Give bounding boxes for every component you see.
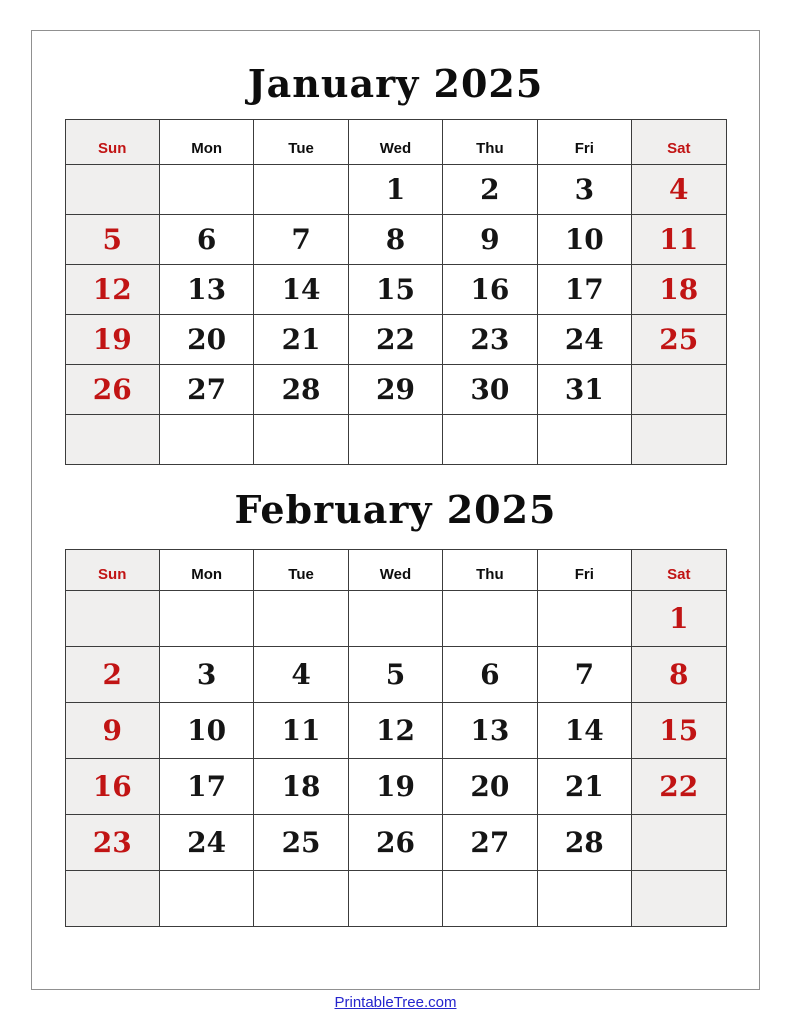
day-cell: 18 [632, 265, 726, 315]
day-cell: 1 [632, 591, 726, 647]
february-month-title: February 2025 [234, 487, 557, 532]
day-cell: 9 [65, 703, 159, 759]
day-cell: 29 [348, 365, 442, 415]
february-calendar-section [32, 487, 759, 927]
day-cell: 6 [159, 215, 253, 265]
empty-day-cell [254, 165, 348, 215]
weekday-header: Sun [65, 550, 159, 591]
day-cell: 23 [65, 815, 159, 871]
weekday-header: Sat [632, 550, 726, 591]
day-cell: 30 [443, 365, 537, 415]
february-calendar-grid [32, 549, 759, 927]
day-cell: 25 [254, 815, 348, 871]
day-cell: 5 [348, 647, 442, 703]
week-row [65, 165, 726, 215]
day-cell: 27 [443, 815, 537, 871]
empty-day-cell [632, 365, 726, 415]
footer [0, 994, 791, 1012]
day-cell: 20 [159, 315, 253, 365]
day-cell: 10 [537, 215, 631, 265]
day-cell: 11 [632, 215, 726, 265]
day-cell: 21 [254, 315, 348, 365]
day-cell: 12 [65, 265, 159, 315]
day-cell: 31 [537, 365, 631, 415]
day-cell: 2 [443, 165, 537, 215]
empty-day-cell [537, 591, 631, 647]
day-cell: 16 [65, 759, 159, 815]
week-row [65, 647, 726, 703]
empty-day-cell [348, 415, 442, 465]
day-cell: 28 [537, 815, 631, 871]
empty-day-cell [254, 591, 348, 647]
january-calendar-section [32, 61, 759, 465]
empty-day-cell [254, 871, 348, 927]
day-cell: 24 [537, 315, 631, 365]
day-cell: 9 [443, 215, 537, 265]
day-cell: 16 [443, 265, 537, 315]
day-cell: 17 [159, 759, 253, 815]
day-cell: 14 [254, 265, 348, 315]
week-row [65, 759, 726, 815]
week-row [65, 871, 726, 927]
week-row [65, 315, 726, 365]
empty-day-cell [632, 415, 726, 465]
day-cell: 3 [537, 165, 631, 215]
empty-day-cell [65, 591, 159, 647]
weekday-header: Tue [254, 550, 348, 591]
printabletree-link[interactable]: PrintableTree.com [334, 994, 457, 1011]
day-cell: 5 [65, 215, 159, 265]
day-cell: 13 [443, 703, 537, 759]
empty-day-cell [537, 415, 631, 465]
weekday-header: Thu [443, 120, 537, 165]
january-calendar-grid [32, 119, 759, 465]
day-cell: 2 [65, 647, 159, 703]
day-cell: 3 [159, 647, 253, 703]
day-cell: 13 [159, 265, 253, 315]
week-row [65, 815, 726, 871]
empty-day-cell [65, 415, 159, 465]
day-cell: 19 [65, 315, 159, 365]
day-cell: 8 [348, 215, 442, 265]
empty-day-cell [443, 415, 537, 465]
day-cell: 21 [537, 759, 631, 815]
january-month-title: January 2025 [247, 61, 544, 106]
day-cell: 19 [348, 759, 442, 815]
day-cell: 1 [348, 165, 442, 215]
empty-day-cell [159, 871, 253, 927]
empty-day-cell [443, 871, 537, 927]
empty-day-cell [632, 815, 726, 871]
day-cell: 14 [537, 703, 631, 759]
day-cell: 11 [254, 703, 348, 759]
weekday-header: Mon [159, 120, 253, 165]
empty-day-cell [537, 871, 631, 927]
weekday-header: Sun [65, 120, 159, 165]
weekday-header: Thu [443, 550, 537, 591]
empty-day-cell [632, 871, 726, 927]
calendar-table [65, 549, 727, 927]
day-cell: 24 [159, 815, 253, 871]
empty-day-cell [254, 415, 348, 465]
day-cell: 20 [443, 759, 537, 815]
empty-day-cell [348, 871, 442, 927]
week-row [65, 415, 726, 465]
weekday-header: Fri [537, 550, 631, 591]
empty-day-cell [65, 165, 159, 215]
day-cell: 4 [632, 165, 726, 215]
day-cell: 22 [348, 315, 442, 365]
day-cell: 10 [159, 703, 253, 759]
weekday-header: Sat [632, 120, 726, 165]
week-row [65, 215, 726, 265]
weekday-header: Wed [348, 550, 442, 591]
empty-day-cell [159, 165, 253, 215]
day-cell: 15 [348, 265, 442, 315]
weekday-header: Fri [537, 120, 631, 165]
page-border-frame [31, 30, 760, 990]
week-row [65, 365, 726, 415]
day-cell: 6 [443, 647, 537, 703]
day-cell: 22 [632, 759, 726, 815]
day-cell: 28 [254, 365, 348, 415]
weekday-header: Tue [254, 120, 348, 165]
week-row [65, 591, 726, 647]
day-cell: 18 [254, 759, 348, 815]
day-cell: 26 [348, 815, 442, 871]
day-cell: 25 [632, 315, 726, 365]
day-cell: 15 [632, 703, 726, 759]
day-cell: 17 [537, 265, 631, 315]
day-cell: 8 [632, 647, 726, 703]
weekday-header: Mon [159, 550, 253, 591]
empty-day-cell [65, 871, 159, 927]
day-cell: 7 [537, 647, 631, 703]
day-cell: 4 [254, 647, 348, 703]
empty-day-cell [348, 591, 442, 647]
empty-day-cell [159, 591, 253, 647]
weekday-header: Wed [348, 120, 442, 165]
day-cell: 23 [443, 315, 537, 365]
day-cell: 26 [65, 365, 159, 415]
week-row [65, 703, 726, 759]
empty-day-cell [159, 415, 253, 465]
calendar-table [65, 119, 727, 465]
day-cell: 7 [254, 215, 348, 265]
day-cell: 12 [348, 703, 442, 759]
day-cell: 27 [159, 365, 253, 415]
week-row [65, 265, 726, 315]
empty-day-cell [443, 591, 537, 647]
